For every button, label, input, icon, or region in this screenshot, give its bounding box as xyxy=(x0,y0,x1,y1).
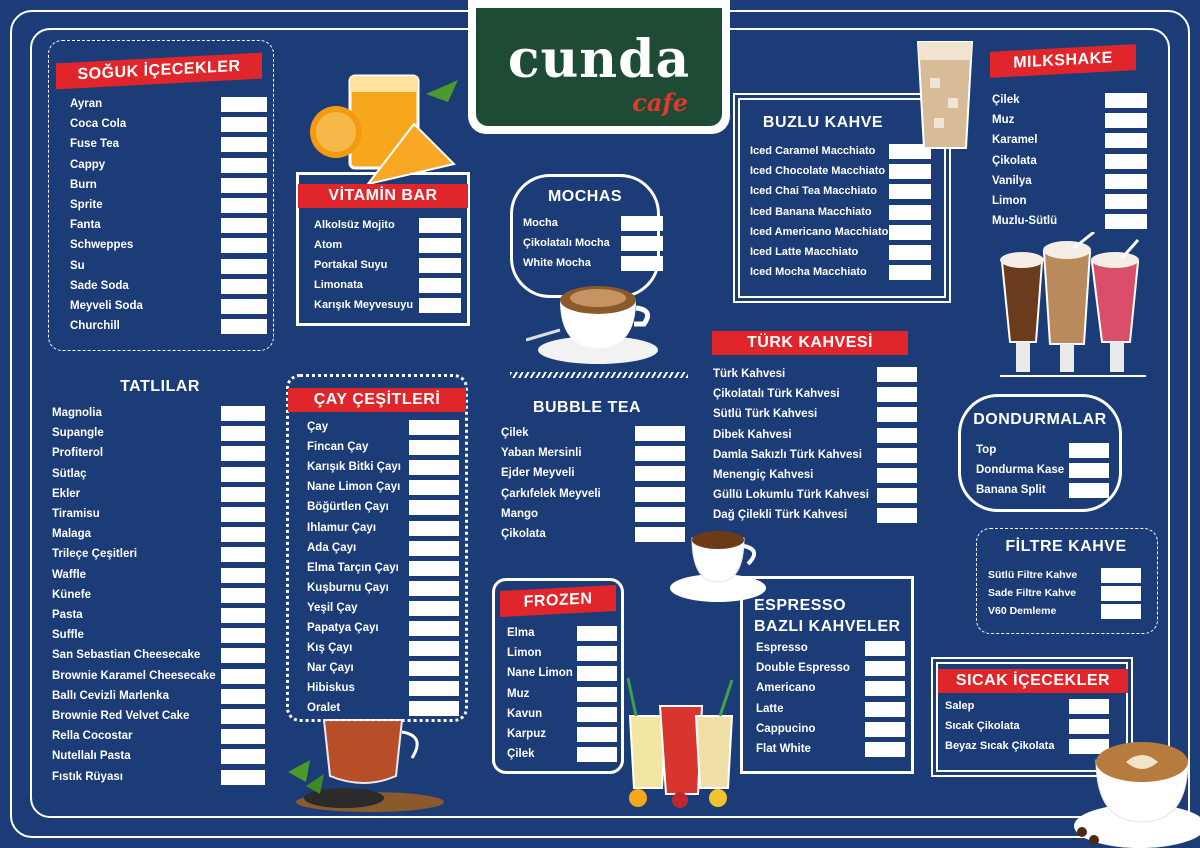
turk-kahvesi-item: Damla Sakızlı Türk Kahvesi xyxy=(713,448,862,461)
frozen-item: Elma xyxy=(507,627,535,639)
espresso-price-box xyxy=(865,722,905,737)
cay-cesitleri-item: Ada Çayı xyxy=(307,541,357,554)
milkshake-item: Limon xyxy=(992,195,1027,207)
dondurmalar-price-box xyxy=(1069,443,1109,458)
vitamin-bar-price-box xyxy=(419,218,461,233)
orange-juice-icon xyxy=(308,72,464,184)
bubble-tea-price-box xyxy=(635,487,685,502)
turk-kahvesi-price-box xyxy=(877,387,917,402)
espresso-item: Cappucino xyxy=(756,722,816,735)
cay-cesitleri-price-box xyxy=(409,681,459,696)
milkshake-icon xyxy=(998,232,1148,380)
tatlilar-item: Pasta xyxy=(52,609,83,621)
mochas-price-box xyxy=(621,236,663,251)
cay-cesitleri-price-box xyxy=(409,460,459,475)
vitamin-bar-item: Atom xyxy=(314,239,343,251)
tatlilar-item: Ekler xyxy=(52,487,81,500)
tatlilar-item: Ballı Cevizli Marlenka xyxy=(52,689,169,702)
espresso-item: Espresso xyxy=(756,642,808,654)
soguk-icecekler-item: Fuse Tea xyxy=(70,138,119,151)
cay-cesitleri-item: Oralet xyxy=(307,702,341,715)
vitamin-bar-item: Limonata xyxy=(314,279,363,291)
soguk-icecekler-price-box xyxy=(221,117,267,132)
milkshake-item: Karamel xyxy=(992,134,1038,147)
vitamin-bar-price-box xyxy=(419,278,461,293)
cay-cesitleri-price-box xyxy=(409,621,459,636)
tatlilar-item: Fıstık Rüyası xyxy=(52,770,123,783)
vitamin-bar-price-box xyxy=(419,258,461,273)
buzlu-kahve-item: Iced Chocolate Macchiato xyxy=(750,165,886,178)
frozen-price-box xyxy=(577,747,617,762)
buzlu-kahve-item: Iced Banana Macchiato xyxy=(750,205,872,218)
frozen-item: Çilek xyxy=(507,748,535,761)
buzlu-kahve-item: Iced Chai Tea Macchiato xyxy=(750,185,877,198)
buzlu-kahve-item: Iced Americano Macchiato xyxy=(750,225,889,238)
cay-cesitleri-item: Ihlamur Çayı xyxy=(307,521,377,534)
bubble-tea-item: Çilek xyxy=(501,427,529,439)
vitamin-bar-item: Karışık Meyvesuyu xyxy=(314,299,414,311)
filtre-kahve-price-box xyxy=(1101,604,1141,619)
tatlilar-item: Trileçe Çeşitleri xyxy=(52,548,138,561)
espresso-item: Americano xyxy=(756,682,816,695)
milkshake-item: Çikolata xyxy=(992,154,1037,167)
tatlilar-item: Magnolia xyxy=(52,407,102,419)
tatlilar-item: Tiramisu xyxy=(52,508,100,520)
tatlilar-price-box xyxy=(221,689,265,704)
mochas-price-box xyxy=(621,216,663,231)
tatlilar-price-box xyxy=(221,729,265,744)
mocha-cup-icon xyxy=(526,278,662,368)
frozen-title: FROZEN xyxy=(500,585,616,617)
cay-cesitleri-price-box xyxy=(409,601,459,616)
tatlilar-price-box xyxy=(221,547,265,562)
tatlilar-price-box xyxy=(221,608,265,623)
filtre-kahve-price-box xyxy=(1101,568,1141,583)
frozen-price-box xyxy=(577,727,617,742)
buzlu-kahve-price-box xyxy=(889,265,931,280)
tatlilar-price-box xyxy=(221,709,265,724)
turk-kahvesi-price-box xyxy=(877,468,917,483)
milkshake-item: Vanilya xyxy=(992,174,1032,187)
cay-cesitleri-item: Yeşil Çay xyxy=(307,601,358,614)
bubble-tea-item: Mango xyxy=(501,507,539,520)
espresso-title-line1: ESPRESSO xyxy=(754,597,847,614)
frozen-item: Karpuz xyxy=(507,728,546,740)
sicak-icecekler-title: SICAK İÇECEKLER xyxy=(938,669,1128,693)
tatlilar-item: Suffle xyxy=(52,629,84,642)
tatlilar-price-box xyxy=(221,749,265,764)
tatlilar-price-box xyxy=(221,426,265,441)
cay-cesitleri-item: Elma Tarçın Çayı xyxy=(307,561,399,574)
turk-kahvesi-item: Güllü Lokumlu Türk Kahvesi xyxy=(713,489,869,502)
soguk-icecekler-price-box xyxy=(221,97,267,112)
tatlilar-item: Brownie Karamel Cheesecake xyxy=(52,669,216,682)
cay-cesitleri-item: Hibiskus xyxy=(307,682,355,695)
soguk-icecekler-item: Cappy xyxy=(70,158,106,171)
cay-cesitleri-item: Kuşburnu Çayı xyxy=(307,581,389,594)
frozen-item: Limon xyxy=(507,647,542,660)
cay-cesitleri-price-box xyxy=(409,661,459,676)
cay-cesitleri-item: Nane Limon Çayı xyxy=(307,481,401,494)
soguk-icecekler-item: Schweppes xyxy=(70,239,134,252)
turk-kahvesi-price-box xyxy=(877,367,917,382)
dondurmalar-item: Top xyxy=(976,444,997,456)
dondurmalar-item: Dondurma Kase xyxy=(976,464,1065,477)
milkshake-price-box xyxy=(1105,174,1147,189)
latte-cup-icon xyxy=(1066,730,1200,848)
espresso-item: Latte xyxy=(756,702,784,715)
turk-kahvesi-price-box xyxy=(877,488,917,503)
cay-cesitleri-price-box xyxy=(409,521,459,536)
tatlilar-price-box xyxy=(221,648,265,663)
mochas-title: MOCHAS xyxy=(547,188,623,205)
milkshake-item: Muz xyxy=(992,114,1015,127)
filtre-kahve-item: Sütlü Filtre Kahve xyxy=(988,569,1078,581)
cay-cesitleri-price-box xyxy=(409,541,459,556)
tatlilar-item: Sütlaç xyxy=(52,467,87,480)
cay-cesitleri-price-box xyxy=(409,561,459,576)
buzlu-kahve-item: Iced Caramel Macchiato xyxy=(750,145,876,157)
iced-coffee-icon xyxy=(914,38,976,152)
cay-cesitleri-title: ÇAY ÇEŞİTLERİ xyxy=(288,388,466,412)
tatlilar-price-box xyxy=(221,406,265,421)
soguk-icecekler-item: Sprite xyxy=(70,199,103,211)
tatlilar-item: Profiterol xyxy=(52,447,104,460)
tatlilar-price-box xyxy=(221,568,265,583)
cay-cesitleri-item: Çay xyxy=(307,421,329,433)
milkshake-price-box xyxy=(1105,194,1147,209)
soguk-icecekler-item: Coca Cola xyxy=(70,118,127,131)
dondurmalar-price-box xyxy=(1069,483,1109,498)
sicak-icecekler-item: Sıcak Çikolata xyxy=(945,720,1020,732)
sicak-icecekler-price-box xyxy=(1069,699,1109,714)
soguk-icecekler-price-box xyxy=(221,238,267,253)
mochas-item: Çikolatalı Mocha xyxy=(523,237,610,249)
tatlilar-item: Waffle xyxy=(52,568,87,581)
soguk-icecekler-price-box xyxy=(221,198,267,213)
tatlilar-price-box xyxy=(221,588,265,603)
dondurmalar-price-box xyxy=(1069,463,1109,478)
milkshake-price-box xyxy=(1105,154,1147,169)
cay-cesitleri-price-box xyxy=(409,420,459,435)
tatlilar-price-box xyxy=(221,507,265,522)
cay-cesitleri-item: Nar Çayı xyxy=(307,662,354,675)
soguk-icecekler-item: Fanta xyxy=(70,219,101,232)
espresso-price-box xyxy=(865,702,905,717)
bubble-tea-price-box xyxy=(635,446,685,461)
mochas-item: Mocha xyxy=(523,217,558,229)
frozen-price-box xyxy=(577,666,617,681)
soguk-icecekler-item: Ayran xyxy=(70,98,103,110)
tatlilar-title: TATLILAR xyxy=(120,378,200,395)
milkshake-price-box xyxy=(1105,93,1147,108)
cay-cesitleri-item: Fincan Çay xyxy=(307,441,369,454)
espresso-price-box xyxy=(865,641,905,656)
filtre-kahve-item: Sade Filtre Kahve xyxy=(988,587,1077,599)
tatlilar-price-box xyxy=(221,669,265,684)
soguk-icecekler-price-box xyxy=(221,137,267,152)
tatlilar-price-box xyxy=(221,628,265,643)
frozen-price-box xyxy=(577,646,617,661)
tatlilar-item: Rella Cocostar xyxy=(52,730,133,743)
vitamin-bar-price-box xyxy=(419,238,461,253)
filtre-kahve-item: V60 Demleme xyxy=(988,605,1057,617)
soguk-icecekler-price-box xyxy=(221,178,267,193)
tatlilar-item: Malaga xyxy=(52,528,91,541)
tatlilar-item: Künefe xyxy=(52,588,91,601)
soguk-icecekler-price-box xyxy=(221,259,267,274)
soguk-icecekler-item: Meyveli Soda xyxy=(70,300,143,312)
turk-kahvesi-item: Sütlü Türk Kahvesi xyxy=(713,408,818,421)
milkshake-price-box xyxy=(1105,113,1147,128)
buzlu-kahve-item: Iced Mocha Macchiato xyxy=(750,266,867,279)
buzlu-kahve-price-box xyxy=(889,225,931,240)
cay-cesitleri-item: Böğürtlen Çayı xyxy=(307,501,389,514)
espresso-title-line2: BAZLI KAHVELER xyxy=(754,618,901,635)
bubble-tea-price-box xyxy=(635,466,685,481)
buzlu-kahve-item: Iced Latte Macchiato xyxy=(750,246,859,258)
milkshake-title: MILKSHAKE xyxy=(990,44,1136,78)
turk-kahvesi-item: Çikolatalı Türk Kahvesi xyxy=(713,388,840,401)
espresso-price-box xyxy=(865,661,905,676)
bubble-tea-item: Yaban Mersinli xyxy=(501,447,582,460)
bubble-tea-item: Çikolata xyxy=(501,528,546,540)
tatlilar-item: Supangle xyxy=(52,427,104,440)
milkshake-price-box xyxy=(1105,214,1147,229)
filtre-kahve-price-box xyxy=(1101,586,1141,601)
turk-kahvesi-price-box xyxy=(877,448,917,463)
soguk-icecekler-item: Burn xyxy=(70,178,97,191)
dondurmalar-item: Banana Split xyxy=(976,484,1046,497)
bubble-tea-title: BUBBLE TEA xyxy=(532,399,642,416)
soguk-icecekler-price-box xyxy=(221,279,267,294)
buzlu-kahve-price-box xyxy=(889,205,931,220)
cay-cesitleri-item: Kış Çayı xyxy=(307,642,353,655)
turk-kahvesi-item: Türk Kahvesi xyxy=(713,368,786,380)
tatlilar-price-box xyxy=(221,770,265,785)
turk-kahvesi-price-box xyxy=(877,508,917,523)
frozen-price-box xyxy=(577,687,617,702)
soguk-icecekler-item: Su xyxy=(70,259,85,272)
vitamin-bar-price-box xyxy=(419,298,461,313)
soguk-icecekler-price-box xyxy=(221,158,267,173)
tatlilar-price-box xyxy=(221,487,265,502)
vitamin-bar-item: Alkolsüz Mojito xyxy=(314,219,395,231)
mochas-item: White Mocha xyxy=(523,257,591,269)
frozen-item: Kavun xyxy=(507,707,543,720)
soguk-icecekler-price-box xyxy=(221,218,267,233)
espresso-price-box xyxy=(865,742,905,757)
tatlilar-item: Nutellalı Pasta xyxy=(52,750,131,763)
cay-cesitleri-price-box xyxy=(409,500,459,515)
sicak-icecekler-item: Salep xyxy=(945,700,975,712)
cay-cesitleri-price-box xyxy=(409,581,459,596)
espresso-price-box xyxy=(865,681,905,696)
soguk-icecekler-price-box xyxy=(221,299,267,314)
soguk-icecekler-item: Sade Soda xyxy=(70,279,129,292)
soguk-icecekler-title: SOĞUK İÇECEKLER xyxy=(56,53,262,90)
cay-cesitleri-price-box xyxy=(409,440,459,455)
mochas-price-box xyxy=(621,256,663,271)
cay-cesitleri-price-box xyxy=(409,480,459,495)
bubble-tea-price-box xyxy=(635,426,685,441)
frozen-item: Nane Limon xyxy=(507,667,573,680)
turk-kahvesi-price-box xyxy=(877,407,917,422)
turk-kahvesi-price-box xyxy=(877,428,917,443)
frozen-drinks-icon xyxy=(624,676,740,810)
bubble-tea-item: Ejder Meyveli xyxy=(501,467,575,480)
tatlilar-item: San Sebastian Cheesecake xyxy=(52,649,201,662)
espresso-item: Double Espresso xyxy=(756,662,850,675)
soguk-icecekler-item: Churchill xyxy=(70,320,120,333)
buzlu-kahve-title: BUZLU KAHVE xyxy=(762,114,884,131)
frozen-item: Muz xyxy=(507,687,530,700)
tatlilar-price-box xyxy=(221,467,265,482)
milkshake-item: Çilek xyxy=(992,94,1020,106)
turk-kahvesi-item: Dibek Kahvesi xyxy=(713,428,792,441)
tatlilar-item: Brownie Red Velvet Cake xyxy=(52,710,190,722)
bubble-tea-item: Çarkıfelek Meyveli xyxy=(501,487,601,500)
cay-cesitleri-item: Karışık Bitki Çayı xyxy=(307,461,401,474)
tatlilar-price-box xyxy=(221,446,265,461)
turk-kahvesi-title: TÜRK KAHVESİ xyxy=(712,331,908,355)
soguk-icecekler-price-box xyxy=(221,319,267,334)
cay-cesitleri-item: Papatya Çayı xyxy=(307,622,379,634)
bubble-tea-price-box xyxy=(635,507,685,522)
tatlilar-price-box xyxy=(221,527,265,542)
vitamin-bar-item: Portakal Suyu xyxy=(314,259,388,271)
turk-kahvesi-item: Menengiç Kahvesi xyxy=(713,469,814,481)
dondurmalar-title: DONDURMALAR xyxy=(973,411,1107,428)
frozen-price-box xyxy=(577,626,617,641)
milkshake-item: Muzlu-Sütlü xyxy=(992,215,1058,228)
buzlu-kahve-price-box xyxy=(889,245,931,260)
buzlu-kahve-price-box xyxy=(889,164,931,179)
brand-name: cunda xyxy=(507,29,691,90)
buzlu-kahve-price-box xyxy=(889,184,931,199)
filtre-kahve-title: FİLTRE KAHVE xyxy=(1005,538,1127,555)
espresso-item: Flat White xyxy=(756,743,811,755)
divider-wave-1 xyxy=(510,372,688,378)
brand-sub: cafe xyxy=(632,88,688,117)
milkshake-price-box xyxy=(1105,133,1147,148)
tea-cup-icon xyxy=(284,714,450,818)
frozen-price-box xyxy=(577,707,617,722)
vitamin-bar-title: VİTAMİN BAR xyxy=(298,184,468,208)
brand-logo xyxy=(468,0,730,134)
turk-kahvesi-item: Dağ Çilekli Türk Kahvesi xyxy=(713,509,848,522)
sicak-icecekler-item: Beyaz Sıcak Çikolata xyxy=(945,740,1055,752)
cay-cesitleri-price-box xyxy=(409,641,459,656)
